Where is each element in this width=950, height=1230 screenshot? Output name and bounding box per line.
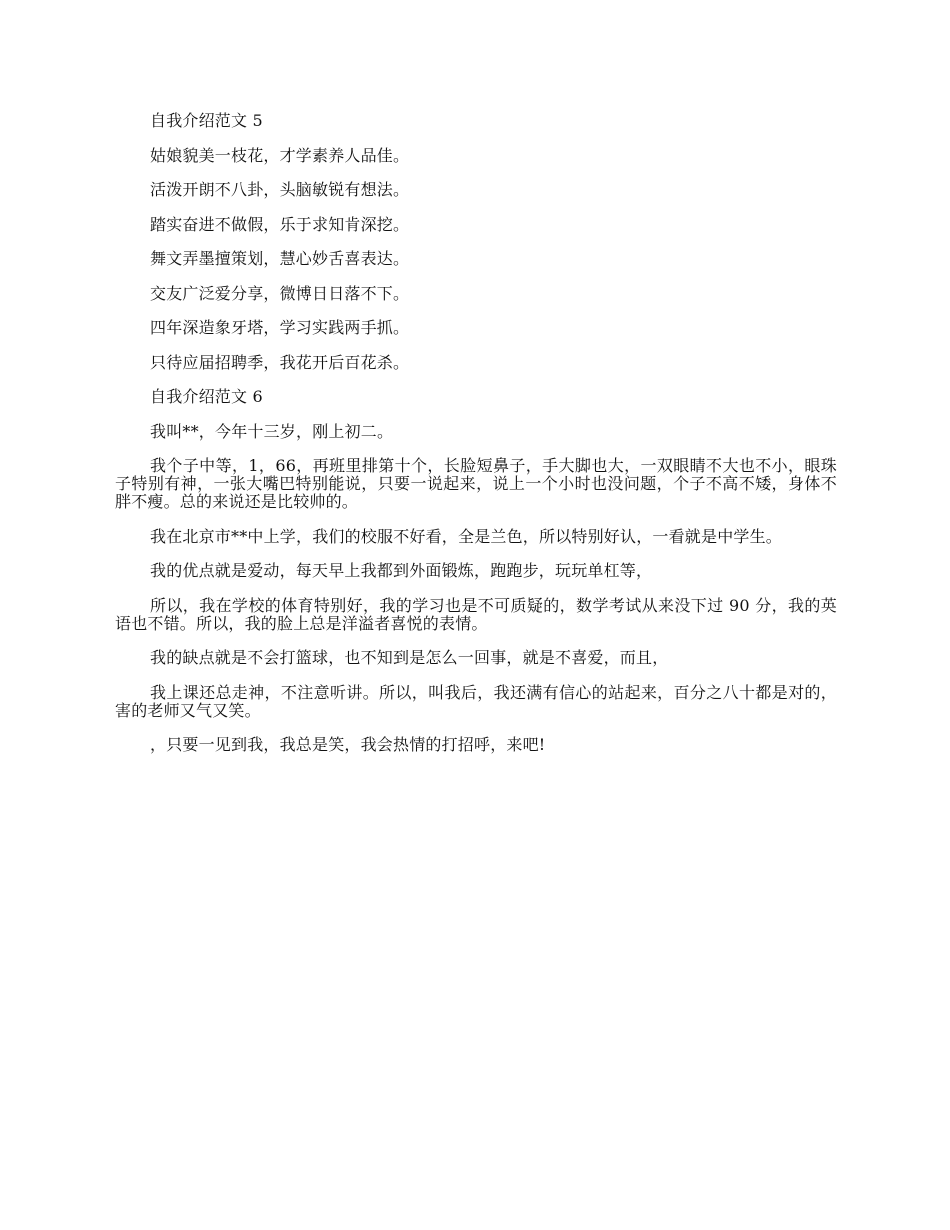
body-paragraph: 我个子中等，1，66，再班里排第十个，长脸短鼻子，手大脚也大，一双眼睛不大也不小，眼珠子特别有神，一张大嘴巴特别能说，只要一说起来，说上一个小时也没问题，个子不高不矮，身体不胖不瘦。总的来说还是比较帅的。: [115, 456, 837, 511]
heading-sample-6: 自我介绍范文 6: [150, 387, 263, 406]
poem-line-4: 舞文弄墨擅策划，慧心妙舌喜表达。: [150, 249, 410, 268]
body-paragraph: 我在北京市**中上学，我们的校服不好看，全是兰色，所以特别好认，一看就是中学生。: [150, 526, 783, 546]
poem-line-6: 四年深造象牙塔，学习实践两手抓。: [150, 318, 410, 337]
body-paragraph: 我的缺点就是不会打篮球，也不知到是怎么一回事，就是不喜爱，而且，: [150, 648, 669, 667]
heading-sample-5: 自我介绍范文 5: [150, 111, 263, 130]
poem-line-2: 活泼开朗不八卦，头脑敏锐有想法。: [150, 180, 410, 199]
poem-line-7: 只待应届招聘季，我花开后百花杀。: [150, 352, 410, 372]
poem-line-3: 踏实奋进不做假，乐于求知肯深挖。: [150, 214, 410, 234]
poem-line-5: 交友广泛爱分享，微博日日落不下。: [150, 283, 410, 303]
document-body: [115, 112, 837, 771]
body-paragraph: 我的优点就是爱动，每天早上我都到外面锻炼，跑跑步，玩玩单杠等，: [150, 561, 653, 580]
body-paragraph: 所以，我在学校的体育特别好，我的学习也是不可质疑的，数学考试从来没下过 90 分，我的英语也不错。所以，我的脸上总是洋溢者喜悦的表情。: [115, 595, 837, 633]
body-paragraph: 我上课还总走神，不注意听讲。所以，叫我后，我还满有信心的站起来，百分之八十都是对的，害的老师又气又笑。: [115, 682, 837, 720]
body-paragraph: 我叫**，今年十三岁，刚上初二。: [150, 421, 394, 441]
poem-line-1: 姑娘貌美一枝花，才学素养人品佳。: [150, 145, 410, 165]
body-paragraph: ，只要一见到我，我总是笑，我会热情的打招呼，来吧!: [150, 735, 546, 754]
